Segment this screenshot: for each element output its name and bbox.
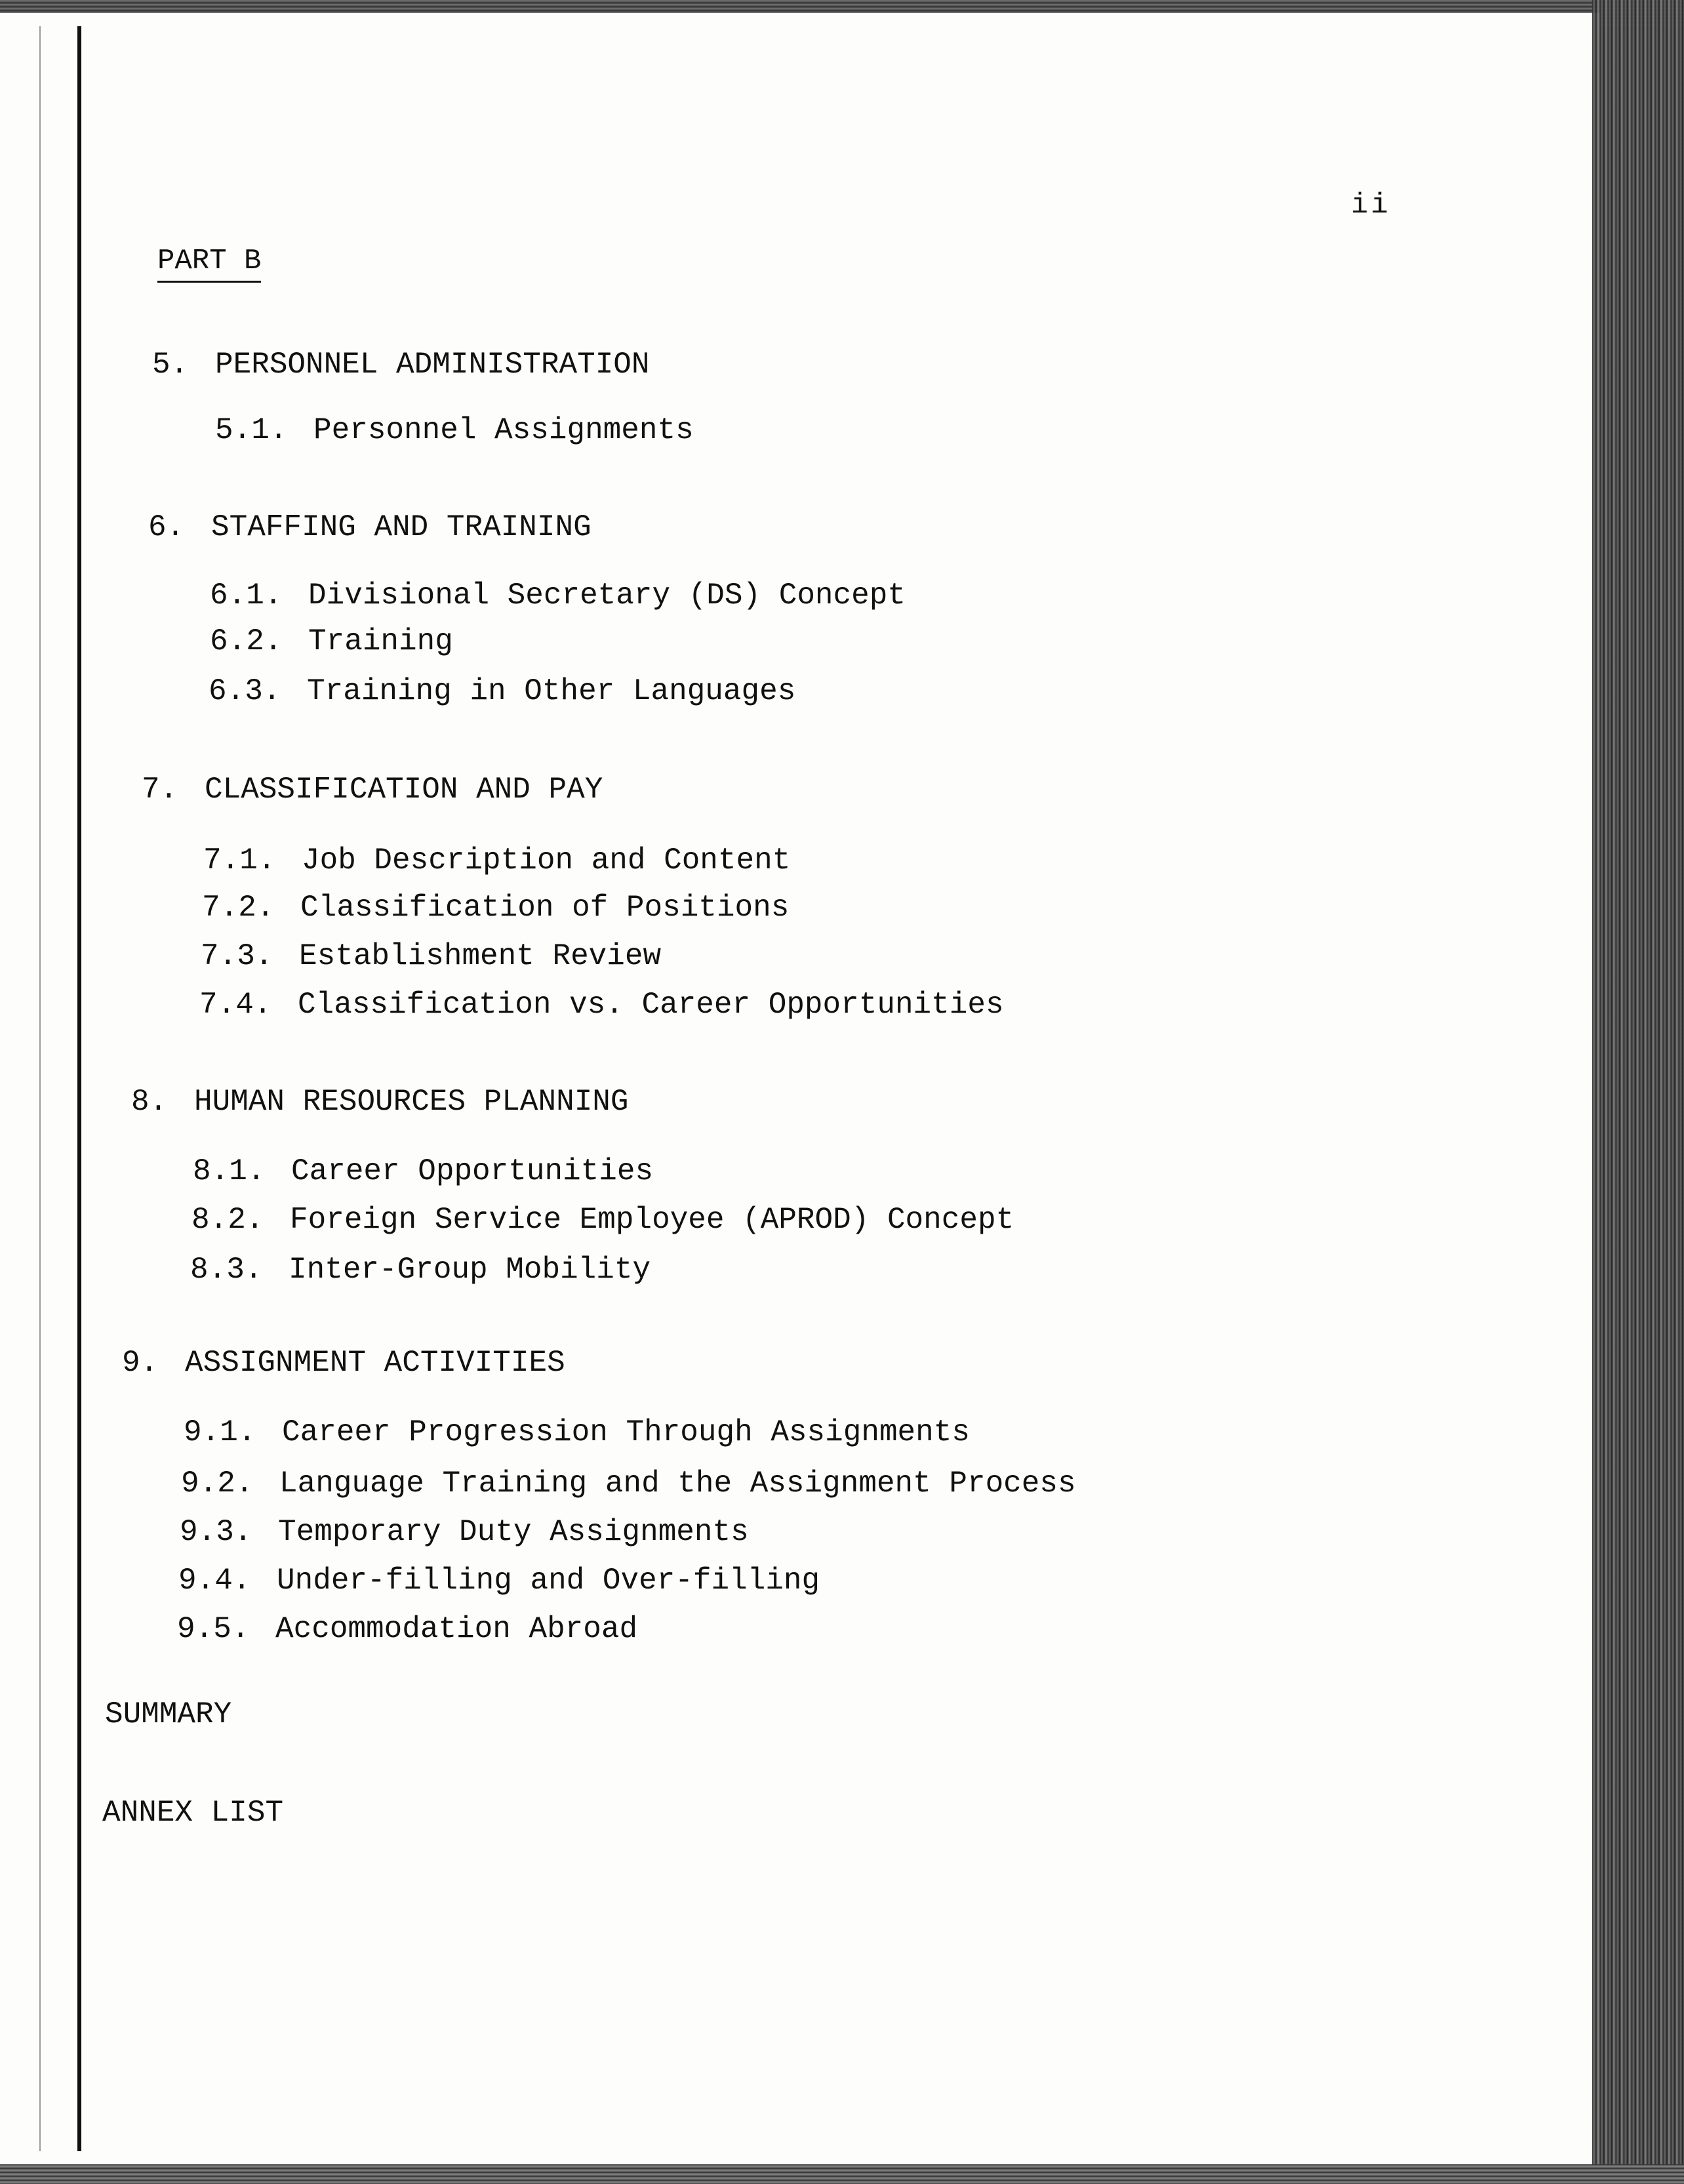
toc-item — [184, 1414, 970, 1451]
item-number: 9.1. — [184, 1415, 256, 1449]
section-title: STAFFING AND TRAINING — [211, 510, 591, 544]
item-number: 6.2. — [210, 624, 283, 658]
item-title: Personnel Assignments — [313, 413, 694, 447]
toc-item — [209, 673, 795, 710]
item-number: 6.3. — [209, 674, 281, 708]
binding-margin-faint — [39, 26, 41, 2151]
item-number: 9.4. — [178, 1564, 251, 1598]
item-number: 9.5. — [177, 1612, 250, 1646]
item-title: Inter-Group Mobility — [289, 1253, 651, 1287]
section-number: 8. — [131, 1085, 168, 1119]
toc-item — [210, 623, 453, 660]
page-number: ii — [1351, 189, 1391, 222]
toc-item — [181, 1465, 1076, 1502]
toc-item — [203, 842, 790, 879]
toc-section — [142, 771, 603, 808]
item-title: Classification of Positions — [300, 891, 790, 925]
toc-item — [202, 889, 789, 926]
toc-section — [122, 1345, 565, 1381]
item-number: 7.4. — [199, 988, 272, 1022]
item-title: Training in Other Languages — [307, 674, 796, 708]
item-number: 5.1. — [215, 413, 288, 447]
toc-section — [131, 1083, 629, 1120]
item-number: 7.3. — [201, 939, 273, 973]
toc-item — [215, 412, 694, 449]
item-number: 6.1. — [210, 578, 283, 613]
section-number: 7. — [142, 773, 178, 807]
item-number: 8.2. — [191, 1203, 264, 1237]
item-number: 8.3. — [190, 1253, 263, 1287]
item-title: Career Progression Through Assignments — [282, 1415, 970, 1449]
binding-margin-line — [77, 26, 81, 2151]
section-number: 6. — [148, 510, 185, 544]
item-title: Training — [308, 624, 453, 658]
item-title: Job Description and Content — [302, 843, 791, 878]
item-title: Foreign Service Employee (APROD) Concept — [290, 1203, 1014, 1237]
toc-item — [199, 986, 1004, 1023]
toc-item — [177, 1611, 637, 1648]
toc-item — [180, 1514, 749, 1550]
scan-border-right — [1592, 0, 1684, 2184]
section-title: ASSIGNMENT ACTIVITIES — [185, 1346, 565, 1380]
summary-heading: SUMMARY — [105, 1697, 232, 1731]
item-title: Divisional Secretary (DS) Concept — [308, 578, 906, 613]
section-title: PERSONNEL ADMINISTRATION — [215, 348, 650, 382]
item-title: Establishment Review — [299, 939, 662, 973]
section-title: HUMAN RESOURCES PLANNING — [194, 1085, 629, 1119]
toc-section — [152, 346, 650, 383]
section-title: CLASSIFICATION AND PAY — [205, 773, 603, 807]
toc-item — [191, 1202, 1014, 1238]
item-title: Classification vs. Career Opportunities — [298, 988, 1004, 1022]
annex-list-heading: ANNEX LIST — [102, 1796, 284, 1830]
item-number: 7.1. — [203, 843, 276, 878]
item-title: Accommodation Abroad — [275, 1612, 638, 1646]
toc-item — [190, 1251, 651, 1288]
toc-item — [193, 1153, 653, 1190]
toc-item — [210, 577, 906, 614]
toc-item — [178, 1562, 820, 1599]
scan-border-bottom — [0, 2164, 1684, 2184]
section-number: 9. — [122, 1346, 159, 1380]
toc-section — [148, 509, 591, 546]
item-title: Temporary Duty Assignments — [278, 1515, 749, 1549]
item-title: Career Opportunities — [291, 1154, 654, 1188]
toc-item — [201, 938, 661, 975]
item-title: Language Training and the Assignment Process — [279, 1466, 1076, 1501]
section-number: 5. — [152, 348, 189, 382]
item-number: 9.2. — [181, 1466, 254, 1501]
part-heading: PART B — [157, 244, 261, 283]
item-number: 9.3. — [180, 1515, 252, 1549]
item-number: 8.1. — [193, 1154, 266, 1188]
item-title: Under-filling and Over-filling — [277, 1564, 820, 1598]
item-number: 7.2. — [202, 891, 275, 925]
